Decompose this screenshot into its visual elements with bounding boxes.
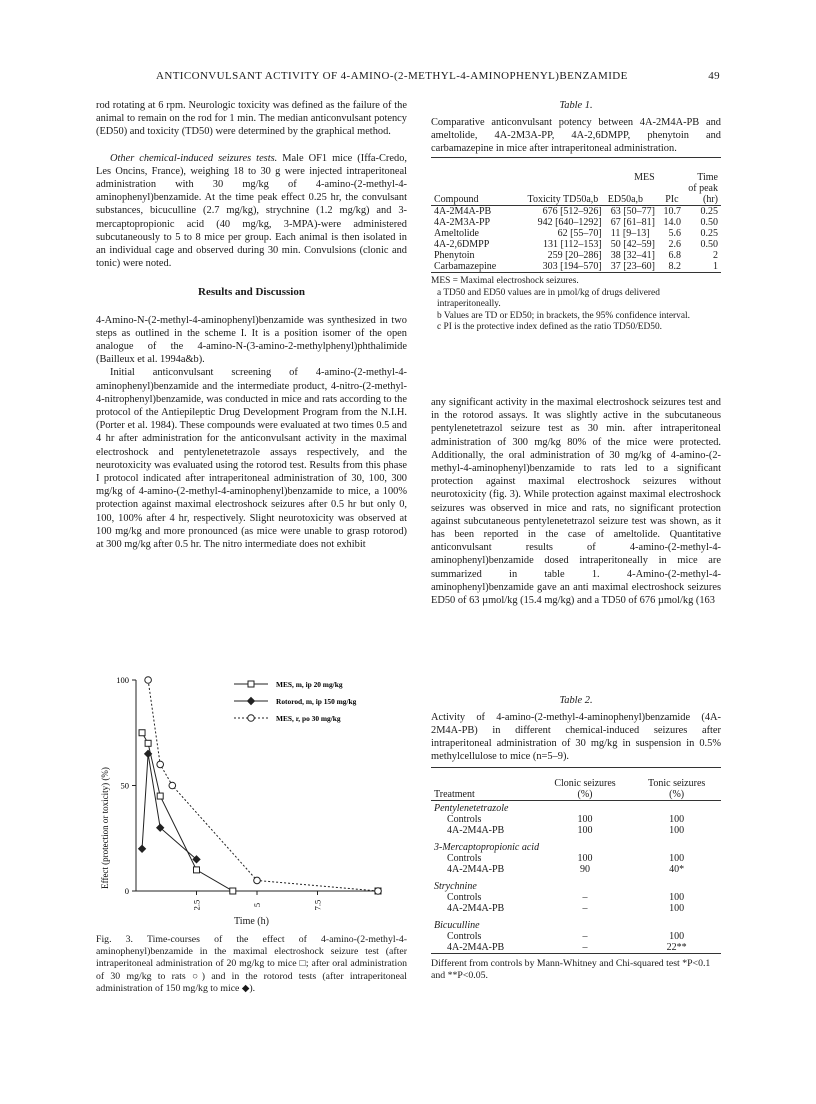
table-1 — [431, 157, 721, 273]
table-1-header-pi: PIc — [660, 194, 684, 206]
x-tick-label: 7.5 — [312, 899, 323, 911]
left-paragraph-4: Initial anticonvulsant screening of 4-amino-(2-methyl-4-aminophenyl)benzamide and the intermediate product, 4-nitro-(2-methyl-4-nitrophenyl)benzamide, was conducted in mice and rats according to the protocol of the Antiepileptic Drug Development Program from the N.I.H. (Porter et al. 1984). These compounds were evaluated at two times 0.5 and 4 hr after administration for the anticonvulsant activity in the maximal electroshock and pentylenetetrazole assays respectively, and the neurotoxicity was evaluated using the rotorod test. Results from this phase I protocol indicated after intraperitoneal administration of 30, 100, 300 mg/kg of 4-amino-(2-methyl-4-aminophenyl)benzamide to mice, a 100% protection against maximal electroshock seizures after 0.5 hr but only 0, 100, 100% after 4 hr, respectively. Slight neurotoxicity was observed at 100 mg/kg and more pronounced (as mice were unable to grasp rotorod) at 300 mg/kg after 0.5 hr. The nitro intermediate does not exhibit — [96, 367, 407, 551]
table-group-row — [431, 801, 721, 815]
left-column — [96, 99, 407, 551]
table-2-cell-clonic: – — [582, 903, 588, 914]
table-1-cell-pi: 6.8 — [668, 250, 682, 261]
table-2-cell-clonic: 100 — [577, 814, 593, 825]
table-1-header-toxicity: Toxicity TD50a,b — [502, 194, 605, 206]
table-1-cell-ed50: 50 [42–59] — [610, 239, 655, 250]
table-2-body — [431, 801, 721, 954]
figure-3-chart — [96, 668, 407, 913]
table-2-cell-tonic: 100 — [669, 825, 685, 836]
series-0 — [139, 730, 381, 894]
table-1-cell-compound: Phenytoin — [434, 250, 475, 261]
x-tick-label: 2.5 — [191, 899, 202, 911]
table-group-row — [431, 875, 721, 892]
table-1-cell-compound: 4A-2M3A-PP — [434, 217, 491, 228]
table-1-cell-time: 2 — [713, 250, 718, 261]
table-1-cell-compound: 4A-2,6DMPP — [434, 239, 490, 250]
table-2-cell-clonic: 100 — [577, 853, 593, 864]
table-2-group-name: Strychnine — [434, 881, 477, 892]
table-1-body — [431, 206, 721, 273]
data-point-circle — [375, 888, 382, 895]
table-2-header-tonic-unit: (%) — [632, 789, 721, 801]
table-2-label: Table 2. — [559, 695, 593, 706]
table-1-cell-toxicity: 259 [20–286] — [547, 250, 602, 261]
series-line — [148, 680, 378, 891]
table-1-cell-pi: 8.2 — [660, 261, 684, 273]
x-tick-label: 5 — [252, 902, 262, 908]
table-1-cell-toxicity: 131 [112–153] — [542, 239, 602, 250]
series-2 — [145, 677, 382, 895]
left-paragraph-3: 4-Amino-N-(2-methyl-4-aminophenyl)benzamide was synthesized in two steps as outlined in the scheme I. It is a position isomer of the open analogue of the 4-amino-N-(3-amino-2-methylphenyl)phthalimide (Bailleux et al. 1994a&b). — [96, 314, 407, 366]
chart-series — [139, 677, 382, 895]
data-point-circle — [169, 782, 176, 789]
legend-label: MES, m, ip 20 mg/kg — [276, 680, 343, 689]
data-point-square — [230, 888, 236, 894]
table-2-cell-treatment: Controls — [447, 853, 482, 864]
table-2-cell-tonic: 100 — [669, 814, 685, 825]
table-2-cell-treatment: 4A-2M4A-PB — [431, 942, 538, 954]
table-2-cell-treatment: Controls — [447, 892, 482, 903]
table-1-cell-ed50: 37 [23–60] — [605, 261, 660, 273]
y-tick-label: 0 — [124, 886, 129, 896]
table-2-header-clonic: Clonic seizures — [538, 768, 632, 790]
table-2-group-name: Pentylenetetrazole — [434, 803, 509, 814]
table-1-cell-pi: 2.6 — [668, 239, 682, 250]
table-row — [431, 239, 721, 250]
table-1-cell-toxicity: 303 [194–570] — [502, 261, 605, 273]
table-1-cell-time: 0.50 — [700, 239, 718, 250]
right-column — [431, 396, 721, 607]
table-1-header-ed50: ED50a,b — [605, 194, 660, 206]
data-point-square — [157, 793, 163, 799]
table-2-cell-tonic: 100 — [669, 903, 685, 914]
table-row — [431, 250, 721, 261]
data-point-circle — [157, 761, 164, 768]
table-1-cell-pi: 14.0 — [663, 217, 682, 228]
table-1-cell-toxicity: 942 [640–1292] — [537, 217, 602, 228]
table-2-cell-treatment: 4A-2M4A-PB — [447, 903, 505, 914]
table-1-cell-toxicity: 62 [55–70] — [557, 228, 602, 239]
table-2-cell-treatment: Controls — [447, 814, 482, 825]
table-1-cell-toxicity: 676 [512–926] — [542, 206, 602, 217]
table-row — [431, 261, 721, 273]
figure-3 — [96, 668, 407, 913]
table-1-time-line3: (hr) — [684, 194, 721, 206]
table-row — [431, 814, 721, 825]
table-1-cell-pi: 10.7 — [663, 206, 682, 217]
axis-ticks — [116, 675, 322, 910]
right-paragraph-1: any significant activity in the maximal electroshock seizures test and in the rotorod assays. It was slightly active in the subcutaneous pentylenetetrazol seizure test as 30 min. after intraperitoneal administration of 300 mg/kg 80% of the mice were protected. Additionally, the oral administration of 30 mg/kg of 4-amino-(2-methyl-4-aminophenyl)benzamide to rats led to a significant protection against maximal electroshock seizures without neurotoxicity (fig. 3). While protection against maximal electroshock seizures was observed in mice and rats, no significant protection against subcutaneous pentylenetetrazol seizure test was shown, as it has been reported in the case of ameltolide. Quantitative anticonvulsant results of 4-amino-(2-methyl-4-aminophenyl)benzamide dosed intraperitoneally in mice are summarized in table 1. 4-Amino-(2-methyl-4-aminophenyl)benzamide gave an anti maximal electroshock seizures ED50 of 63 µmol/kg (15.4 mg/kg) and a TD50 of 676 µmol/kg (163 — [431, 397, 721, 607]
table-row — [431, 931, 721, 942]
table-1-header-compound: Compound — [431, 194, 502, 206]
table-2-cell-treatment: Controls — [447, 931, 482, 942]
data-point-square — [194, 867, 200, 873]
table-2-cell-clonic: 90 — [580, 864, 591, 875]
table-2-header-treatment: Treatment — [431, 789, 538, 801]
table-2-block — [431, 694, 721, 981]
legend-label: Rotorod, m, ip 150 mg/kg — [276, 697, 357, 706]
figure-3-caption: Fig. 3. Time-courses of the effect of 4-amino-(2-methyl-4-aminophenyl)benzamide in the maximal electroshock seizure test (after intraperitoneal administration of 20 mg/kg to mice □; after oral administration of 30 mg/kg to rats ○) and in the rotorod tests (after intraperitoneal administration of 150 mg/kg to mice ◆). — [96, 934, 407, 994]
table-1-footnote: a TD50 and ED50 values are in µmol/kg of drugs delivered intraperitoneally. — [437, 287, 660, 310]
table-2-header-clonic-unit: (%) — [538, 789, 632, 801]
table-2-header-tonic: Tonic seizures — [632, 768, 721, 790]
table-1-cell-ed50: 11 [9–13] — [610, 228, 650, 239]
data-point-circle — [248, 715, 255, 722]
table-1-cell-ed50: 38 [32–41] — [610, 250, 655, 261]
table-1-cell-ed50: 67 [61–81] — [610, 217, 655, 228]
section-heading: Results and Discussion — [198, 286, 305, 299]
page-number: 49 — [708, 70, 720, 82]
table-1-cell-compound: Ameltolide — [434, 228, 479, 239]
table-2-cell-clonic: – — [582, 892, 588, 903]
table-1-cell-time: 0.25 — [700, 206, 718, 217]
table-1-cell-compound: Carbamazepine — [431, 261, 502, 273]
table-2-cell-tonic: 40* — [669, 864, 685, 875]
y-axis-label: Effect (protection or toxicity) (%) — [100, 767, 110, 889]
table-2-group-name: 3-Mercaptopropionic acid — [434, 842, 540, 853]
table-2-cell-clonic: – — [538, 942, 632, 954]
table-1-cell-ed50: 63 [50–77] — [610, 206, 655, 217]
data-point-circle — [254, 877, 261, 884]
table-1-footnote: MES = Maximal electroshock seizures. — [431, 276, 579, 286]
table-2-caption: Activity of 4-amino-(2-methyl-4-aminophenyl)benzamide (4A-2M4A-PB) in different chemical-induced seizures after intraperitoneal administration of 30 mg/kg in suspension in 0.5% methylcellulose to mice (n=5–9). — [431, 712, 721, 762]
table-1-block — [431, 99, 721, 334]
left-paragraph-1: rod rotating at 6 rpm. Neurologic toxicity was defined as the failure of the animal to remain on the rod for 1 min. The median anticonvulsant potency (ED50) and toxicity (TD50) were determined by the graphical method. — [96, 100, 407, 138]
table-1-cell-pi: 5.6 — [668, 228, 682, 239]
table-1-footnote: b Values are TD or ED50; in brackets, the 95% confidence interval. — [437, 310, 690, 321]
table-1-cell-compound: 4A-2M4A-PB — [434, 206, 492, 217]
table-1-caption: Comparative anticonvulsant potency between 4A-2M4A-PB and ameltolide, 4A-2M3A-PP, 4A-2,6DMPP, phenytoin and carbamazepine in mice after intraperitoneal administration. — [431, 117, 721, 154]
methods-text: Male OF1 mice (Iffa-Credo, Les Oncins, France), weighing 18 to 30 g were injected intraperitoneal administration with 30 mg/kg of 4-amino-(2-methyl-4-aminophenyl)benzamide. At the time peak effect 0.25 hr, the convulsant substances, bicuculline (2.7 mg/kg), strychnine (1.2 mg/kg) and 3-mercaptopropionic acid (40 mg/kg, 3-MPA)-were administered subcutaneously to 5 to 8 mice per group. Each animal is then isolated in an individual cage and observed during 30 min. Convulsions (clonic and tonic) were noted. — [96, 152, 407, 270]
data-point-diamond — [139, 845, 146, 852]
data-point-square — [139, 730, 145, 736]
table-1-cell-time: 1 — [684, 261, 721, 273]
table-row — [431, 942, 721, 954]
table-2-cell-tonic: 22** — [632, 942, 721, 954]
table-2-cell-clonic: – — [582, 931, 588, 942]
table-2 — [431, 767, 721, 954]
series-line — [142, 733, 378, 891]
table-1-caption-block — [431, 99, 721, 155]
table-1-footnotes — [431, 276, 721, 334]
table-row — [431, 853, 721, 864]
table-2-cell-tonic: 100 — [669, 931, 685, 942]
table-row — [431, 825, 721, 836]
methods-subheading: Other chemical-induced seizures tests. — [110, 152, 278, 164]
data-point-diamond — [248, 698, 255, 705]
y-tick-label: 100 — [116, 675, 129, 685]
table-2-cell-clonic: 100 — [577, 825, 593, 836]
table-row — [431, 206, 721, 218]
table-1-label: Table 1. — [559, 100, 593, 111]
legend-label: MES, r, po 30 mg/kg — [276, 714, 341, 723]
table-row — [431, 903, 721, 914]
table-2-caption-block — [431, 694, 721, 763]
data-point-square — [248, 681, 254, 687]
x-axis-label: Time (h) — [234, 916, 269, 927]
table-group-row — [431, 914, 721, 931]
table-2-cell-tonic: 100 — [669, 853, 685, 864]
table-2-footnote: Different from controls by Mann-Whitney and Chi-squared test *P<0.1 and **P<0.05. — [431, 958, 711, 981]
table-1-cell-time: 0.50 — [700, 217, 718, 228]
series-line — [142, 754, 196, 860]
table-row — [431, 892, 721, 903]
running-head-title: ANTICONVULSANT ACTIVITY OF 4-AMINO-(2-METHYL-4-AMINOPHENYL)BENZAMIDE — [156, 70, 628, 82]
data-point-diamond — [145, 750, 152, 757]
x-axis-label-row — [96, 916, 407, 927]
data-point-circle — [145, 677, 152, 684]
table-1-cell-time: 0.25 — [700, 228, 718, 239]
table-1-time-line1: Time — [684, 158, 721, 184]
table-row — [431, 217, 721, 228]
table-row — [431, 228, 721, 239]
table-2-cell-treatment: 4A-2M4A-PB — [447, 864, 505, 875]
y-tick-label: 50 — [120, 780, 129, 791]
table-row — [431, 864, 721, 875]
data-point-square — [145, 740, 151, 746]
table-1-mes-group: MES — [605, 158, 684, 184]
table-1-time-line2: of peak — [688, 183, 718, 194]
table-2-cell-treatment: 4A-2M4A-PB — [447, 825, 505, 836]
table-1-footnote: c PI is the protective index defined as the ratio TD50/ED50. — [437, 322, 663, 333]
left-paragraph-2 — [96, 152, 407, 271]
table-group-row — [431, 836, 721, 853]
chart-legend — [234, 680, 357, 723]
table-2-group-name: Bicuculline — [434, 920, 480, 931]
table-2-cell-tonic: 100 — [669, 892, 685, 903]
